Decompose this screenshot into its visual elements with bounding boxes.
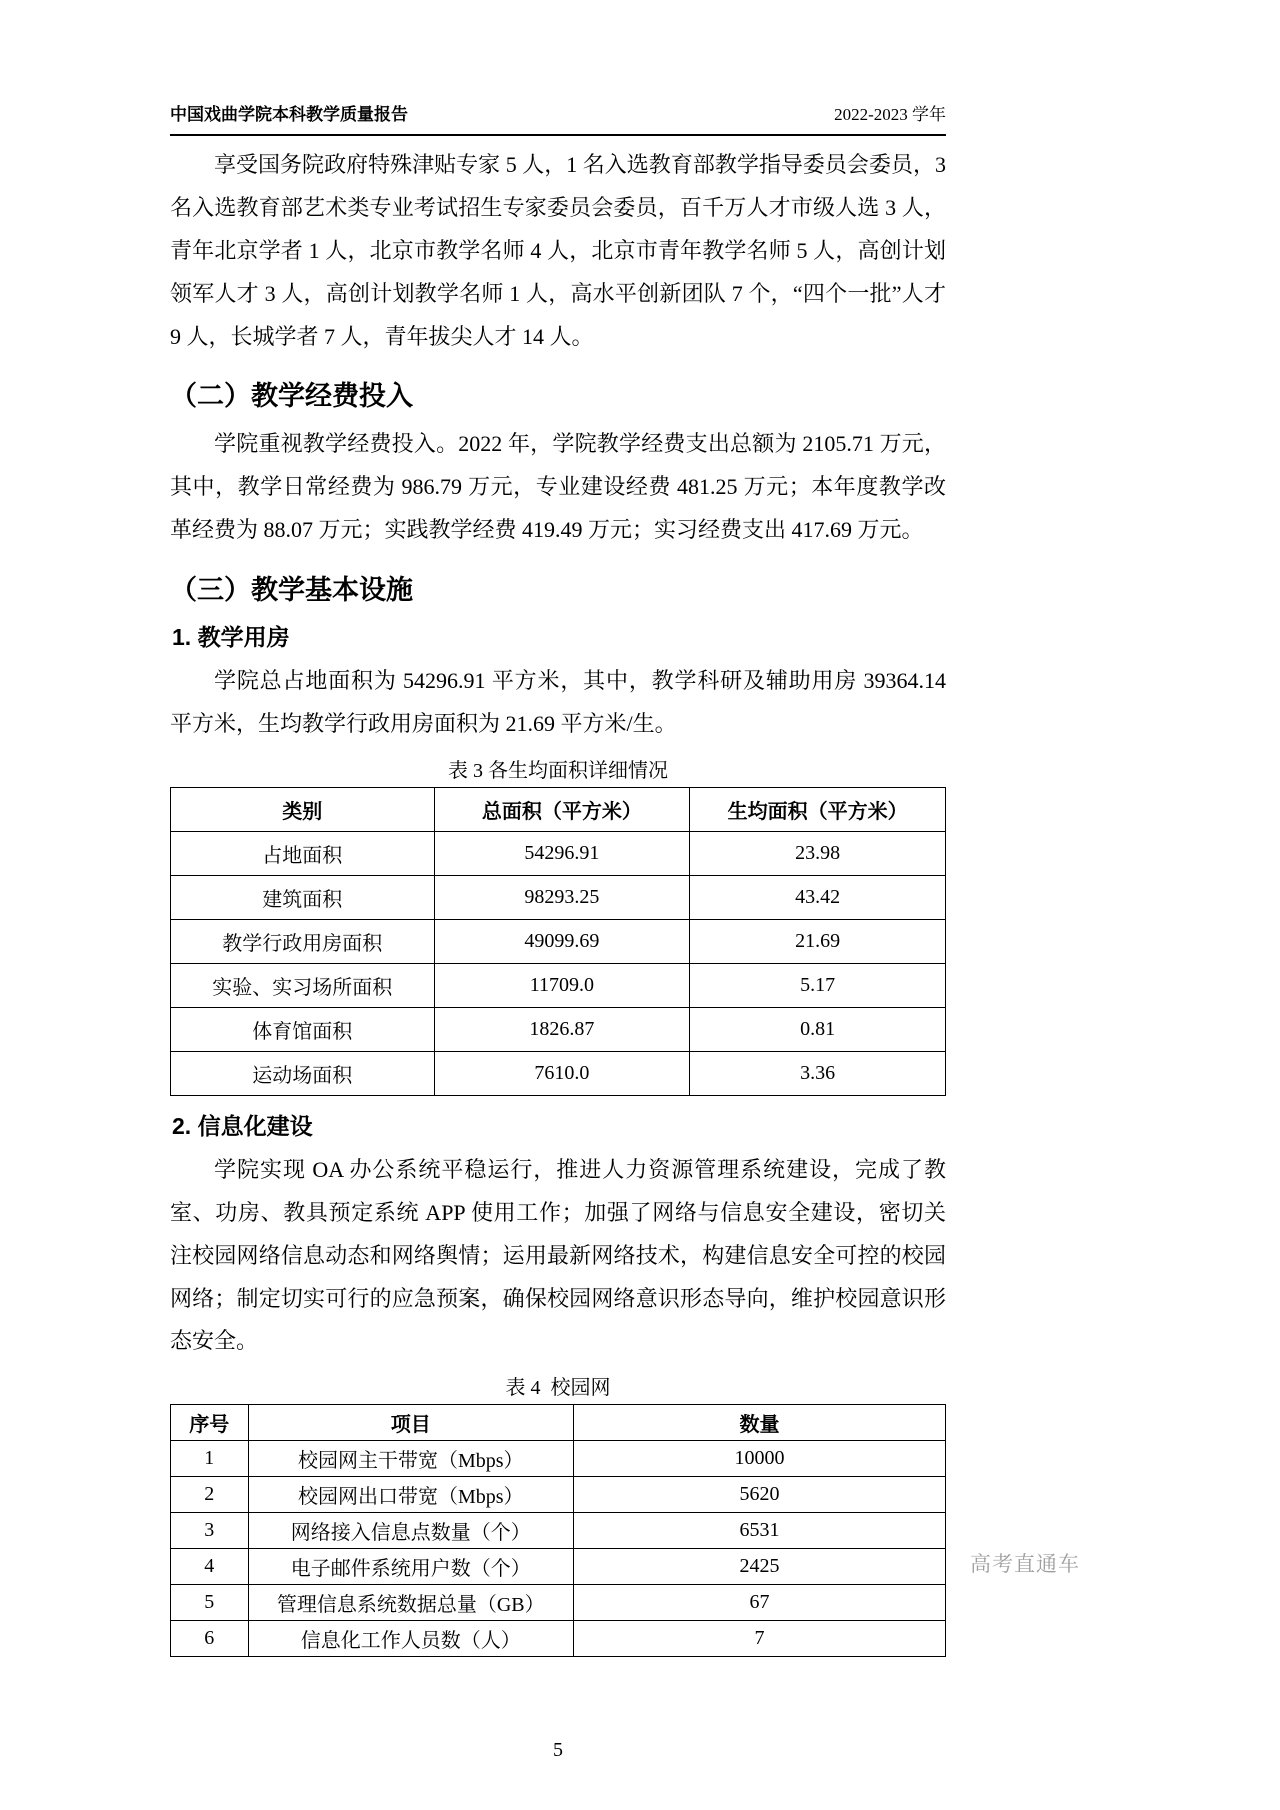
table-row bbox=[171, 1007, 946, 1051]
table-cell: 体育馆面积 bbox=[171, 1007, 435, 1051]
page-content bbox=[170, 100, 946, 1762]
table-cell: 7610.0 bbox=[434, 1051, 690, 1095]
table-row bbox=[171, 1621, 946, 1657]
table-cell: 管理信息系统数据总量（GB） bbox=[248, 1585, 574, 1621]
table-cell: 运动场面积 bbox=[171, 1051, 435, 1095]
table-cell: 54296.91 bbox=[434, 831, 690, 875]
table-row bbox=[171, 1549, 946, 1585]
table-cell: 1826.87 bbox=[434, 1007, 690, 1051]
table4-caption: 表 4 校园网 bbox=[505, 1377, 611, 1400]
header-academic-year: 2022-2023 学年 bbox=[834, 105, 946, 124]
table-cell: 网络接入信息点数量（个） bbox=[248, 1513, 574, 1549]
table-cell: 67 bbox=[574, 1585, 946, 1621]
table-row bbox=[171, 1051, 946, 1095]
table3-header-per-student-area: 生均面积（平方米） bbox=[690, 787, 946, 831]
table-cell: 21.69 bbox=[690, 919, 946, 963]
paragraph-teaching-rooms: 学院总占地面积为 54296.91 平方米，其中，教学科研及辅助用房 39364.14 平方米，生均教学行政用房面积为 21.69 平方米/生。 bbox=[170, 668, 946, 737]
table3-header-row bbox=[171, 787, 946, 831]
table-cell: 占地面积 bbox=[171, 831, 435, 875]
table-cell: 10000 bbox=[574, 1441, 946, 1477]
subsection-informatization-heading: 2. 信息化建设 bbox=[172, 1112, 313, 1139]
table-cell: 2 bbox=[171, 1477, 249, 1513]
table4-header-row bbox=[171, 1405, 946, 1441]
table-row bbox=[171, 963, 946, 1007]
paragraph-talents: 享受国务院政府特殊津贴专家 5 人，1 名入选教育部教学指导委员会委员，3 名入选教育部艺术类专业考试招生专家委员会委员，百千万人才市级人选 3 人，青年北京学者 1 人，北京市教学名师 4 人，北京市青年教学名师 5 人，高创计划领军人才 3 人，高创计划教学名师 1 人，高水平创新团队 7 个，“四个一批”人才 9 人，长城学者 7 人，青年拔尖人才 14 人。 bbox=[170, 152, 946, 349]
table-cell: 98293.25 bbox=[434, 875, 690, 919]
subsection-teaching-rooms-heading: 1. 教学用房 bbox=[172, 624, 290, 651]
table-cell: 3.36 bbox=[690, 1051, 946, 1095]
table-row bbox=[171, 1441, 946, 1477]
table-cell: 4 bbox=[171, 1549, 249, 1585]
table4-header-index: 序号 bbox=[171, 1405, 249, 1441]
table-cell: 0.81 bbox=[690, 1007, 946, 1051]
table-row bbox=[171, 831, 946, 875]
paragraph-funding: 学院重视教学经费投入。2022 年，学院教学经费支出总额为 2105.71 万元，其中，教学日常经费为 986.79 万元，专业建设经费 481.25 万元；本年度教学改革经费为 88.07 万元；实践教学经费 419.49 万元；实习经费支出 417.69 万元。 bbox=[170, 431, 946, 543]
section-3-heading: （三）教学基本设施 bbox=[170, 575, 413, 606]
table-cell: 5.17 bbox=[690, 963, 946, 1007]
table3-per-student-area bbox=[170, 787, 946, 1096]
table-cell: 实验、实习场所面积 bbox=[171, 963, 435, 1007]
page-header bbox=[170, 100, 946, 136]
table-row bbox=[171, 1513, 946, 1549]
paragraph-informatization: 学院实现 OA 办公系统平稳运行，推进人力资源管理系统建设，完成了教室、功房、教具预定系统 APP 使用工作；加强了网络与信息安全建设，密切关注校园网络信息动态和网络舆情；运用最新网络技术，构建信息安全可控的校园网络；制定切实可行的应急预案，确保校园网络意识形态导向，维护校园意识形态安全。 bbox=[170, 1156, 946, 1354]
table-cell: 6531 bbox=[574, 1513, 946, 1549]
page-number: 5 bbox=[553, 1739, 563, 1762]
table-cell: 教学行政用房面积 bbox=[171, 919, 435, 963]
section-2-heading: （二）教学经费投入 bbox=[170, 381, 413, 412]
table-cell: 校园网主干带宽（Mbps） bbox=[248, 1441, 574, 1477]
table-row bbox=[171, 875, 946, 919]
table-cell: 5 bbox=[171, 1585, 249, 1621]
table4-header-item: 项目 bbox=[248, 1405, 574, 1441]
table4-header-quantity: 数量 bbox=[574, 1405, 946, 1441]
table-row bbox=[171, 1585, 946, 1621]
table-cell: 6 bbox=[171, 1621, 249, 1657]
table-cell: 5620 bbox=[574, 1477, 946, 1513]
table-row bbox=[171, 919, 946, 963]
table-cell: 信息化工作人员数（人） bbox=[248, 1621, 574, 1657]
table4-campus-network bbox=[170, 1404, 946, 1657]
table-cell: 电子邮件系统用户数（个） bbox=[248, 1549, 574, 1585]
table3-header-total-area: 总面积（平方米） bbox=[434, 787, 690, 831]
table-cell: 3 bbox=[171, 1513, 249, 1549]
table-cell: 校园网出口带宽（Mbps） bbox=[248, 1477, 574, 1513]
watermark-text: 高考直通车 bbox=[970, 1553, 1080, 1576]
table-cell: 49099.69 bbox=[434, 919, 690, 963]
table-cell: 1 bbox=[171, 1441, 249, 1477]
table-cell: 43.42 bbox=[690, 875, 946, 919]
header-report-title: 中国戏曲学院本科教学质量报告 bbox=[170, 105, 408, 124]
table-cell: 7 bbox=[574, 1621, 946, 1657]
table3-caption: 表 3 各生均面积详细情况 bbox=[448, 759, 668, 782]
table-cell: 2425 bbox=[574, 1549, 946, 1585]
table-cell: 23.98 bbox=[690, 831, 946, 875]
table-cell: 建筑面积 bbox=[171, 875, 435, 919]
table3-header-category: 类别 bbox=[171, 787, 435, 831]
table-row bbox=[171, 1477, 946, 1513]
table-cell: 11709.0 bbox=[434, 963, 690, 1007]
